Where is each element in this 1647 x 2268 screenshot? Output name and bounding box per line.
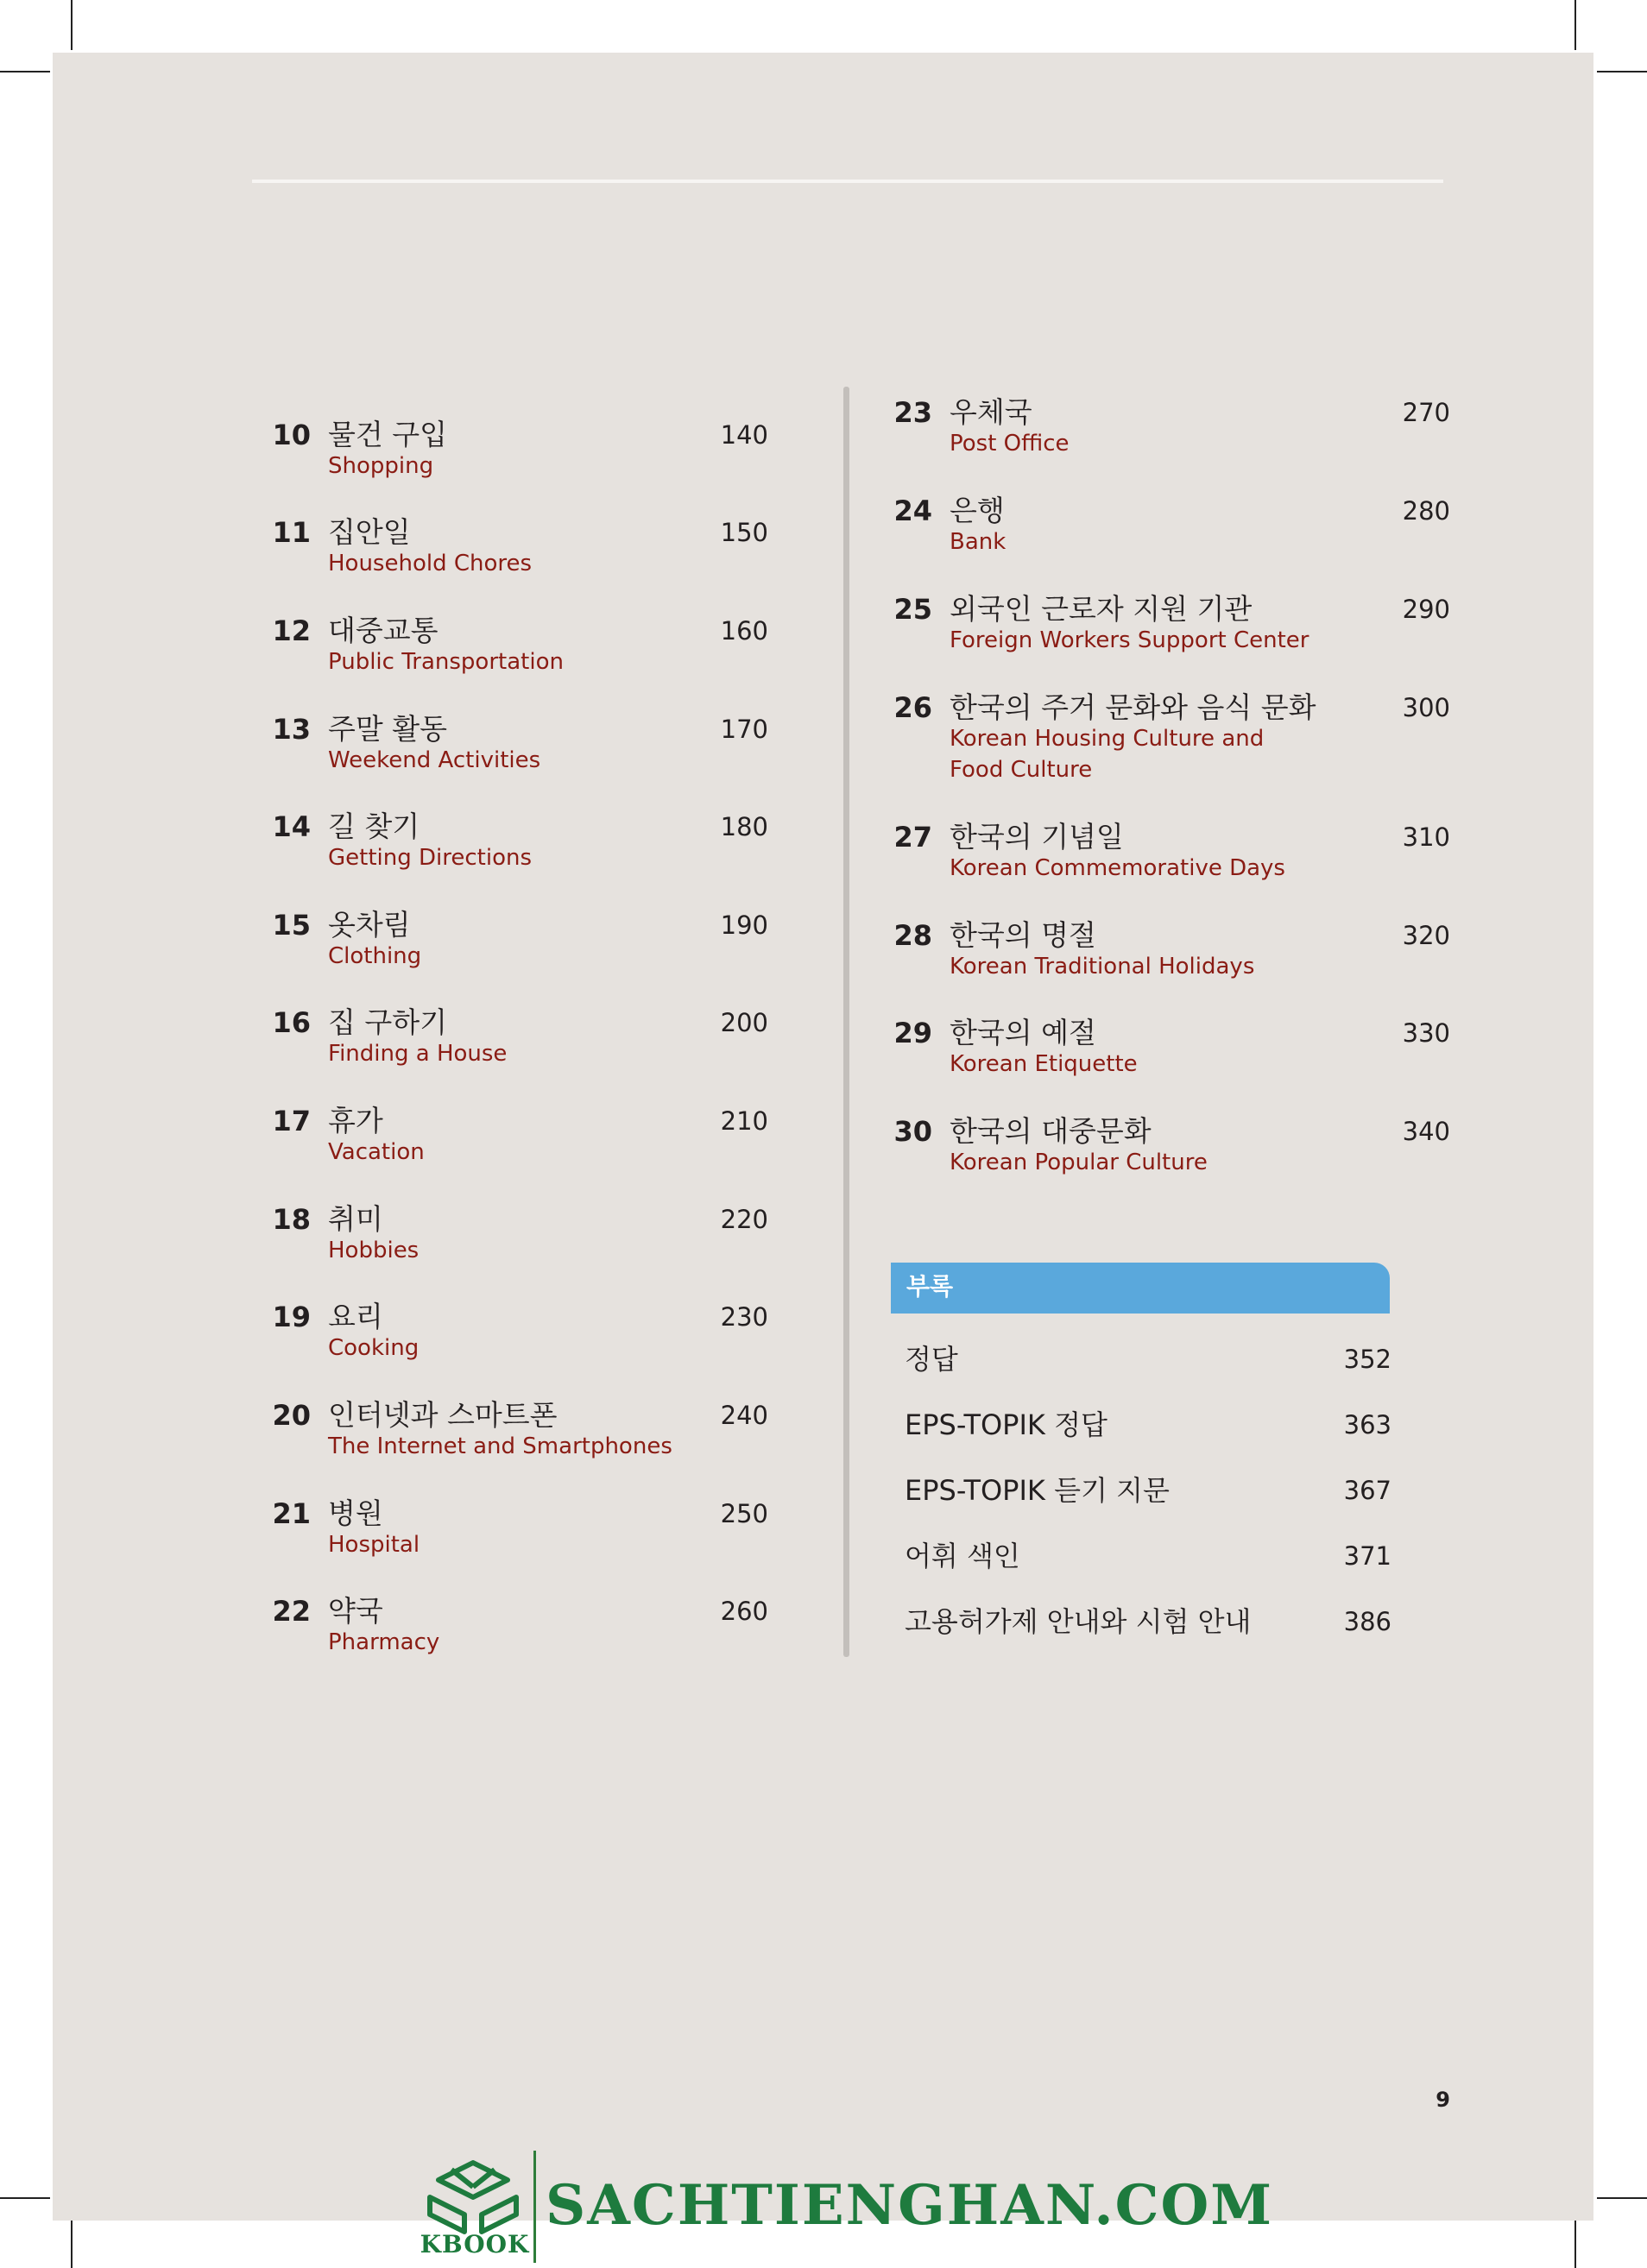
chapter-subtitle: Finding a House: [328, 1041, 508, 1067]
appendix-item[interactable]: [905, 1537, 1391, 1575]
chapter-title: 옷차림: [328, 908, 411, 942]
toc-entry[interactable]: [250, 908, 811, 980]
page-number: 220: [720, 1205, 768, 1234]
page-number: 300: [1402, 693, 1450, 722]
appendix-item-label: EPS-TOPIK 정답: [905, 1408, 1107, 1441]
page-number: 367: [1343, 1476, 1391, 1505]
crop-mark: [71, 2218, 73, 2268]
appendix-item-label: EPS-TOPIK 듣기 지문: [905, 1474, 1170, 1507]
appendix-item-label: 고용허가제 안내와 시험 안내: [905, 1605, 1252, 1638]
toc-entry[interactable]: [250, 614, 811, 686]
page-number: 200: [720, 1008, 768, 1037]
chapter-number: 29: [893, 1017, 932, 1049]
chapter-title: 취미: [328, 1202, 383, 1236]
chapter-title: 한국의 명절: [950, 918, 1096, 952]
chapter-title: 요리: [328, 1300, 383, 1333]
toc-entry[interactable]: [872, 1114, 1450, 1187]
page-number: 230: [720, 1302, 768, 1332]
page-number: 260: [720, 1597, 768, 1626]
chapter-subtitle: Hobbies: [328, 1238, 420, 1263]
watermark-logo-text: KBOOK: [420, 2230, 530, 2259]
page-number: 310: [1402, 822, 1450, 852]
chapter-title: 약국: [328, 1594, 383, 1628]
chapter-number: 27: [893, 821, 932, 854]
chapter-title: 휴가: [328, 1104, 383, 1137]
toc-entry[interactable]: [250, 1104, 811, 1176]
toc-entry[interactable]: [250, 1300, 811, 1372]
crop-mark: [1597, 2197, 1647, 2199]
header-rule: [252, 180, 1443, 183]
toc-entry[interactable]: [872, 1016, 1450, 1088]
appendix-heading-bar: [891, 1263, 1390, 1314]
chapter-number: 16: [272, 1006, 311, 1039]
chapter-title: 한국의 주거 문화와 음식 문화: [950, 690, 1316, 724]
page-number: 352: [1343, 1345, 1391, 1374]
toc-entry[interactable]: [250, 515, 811, 588]
chapter-number: 18: [272, 1203, 311, 1236]
chapter-subtitle: Getting Directions: [328, 845, 533, 871]
chapter-subtitle: Foreign Workers Support Center: [950, 627, 1309, 653]
appendix-item[interactable]: [905, 1340, 1391, 1378]
chapter-title: 주말 활동: [328, 712, 448, 746]
chapter-title: 인터넷과 스마트폰: [328, 1398, 558, 1432]
toc-entry[interactable]: [872, 820, 1450, 892]
page-number: 250: [720, 1499, 768, 1528]
page-number: 340: [1402, 1117, 1450, 1146]
appendix-item-label: 정답: [905, 1343, 958, 1376]
chapter-subtitle: Hospital: [328, 1532, 420, 1558]
page-number: 170: [720, 715, 768, 744]
page-number: 210: [720, 1106, 768, 1136]
chapter-number: 11: [272, 516, 311, 549]
crop-mark: [0, 2197, 50, 2199]
chapter-number: 10: [272, 419, 311, 451]
chapter-subtitle: Korean Traditional Holidays: [950, 954, 1255, 980]
chapter-number: 14: [272, 810, 311, 843]
page-number: 371: [1343, 1541, 1391, 1571]
chapter-number: 13: [272, 713, 311, 746]
chapter-title: 외국인 근로자 지원 기관: [950, 592, 1253, 626]
chapter-title: 한국의 대중문화: [950, 1114, 1152, 1148]
page-number: 320: [1402, 921, 1450, 950]
page-number: 280: [1402, 496, 1450, 526]
chapter-subtitle: Post Office: [950, 431, 1070, 457]
chapter-subtitle: Shopping: [328, 453, 434, 479]
chapter-number: 22: [272, 1595, 311, 1628]
crop-mark: [1597, 71, 1647, 72]
chapter-subtitle: Bank: [950, 529, 1006, 555]
page-number: 290: [1402, 595, 1450, 624]
appendix-item[interactable]: [905, 1603, 1391, 1641]
toc-entry[interactable]: [872, 592, 1450, 665]
chapter-title: 우체국: [950, 395, 1032, 429]
chapter-number: 21: [272, 1497, 311, 1530]
chapter-title: 물건 구입: [328, 418, 448, 451]
crop-mark: [1574, 2218, 1576, 2268]
column-divider: [843, 387, 849, 1657]
chapter-number: 15: [272, 909, 311, 942]
chapter-subtitle: The Internet and Smartphones: [328, 1433, 672, 1459]
chapter-number: 25: [893, 593, 932, 626]
page-number: 270: [1402, 398, 1450, 427]
toc-entry[interactable]: [872, 690, 1450, 794]
chapter-subtitle: Korean Housing Culture and: [950, 726, 1265, 752]
toc-entry[interactable]: [250, 1398, 811, 1471]
crop-mark: [1574, 0, 1576, 50]
page-number: 190: [720, 910, 768, 940]
toc-entry[interactable]: [872, 494, 1450, 566]
chapter-title: 한국의 기념일: [950, 820, 1124, 854]
page-number: 363: [1343, 1410, 1391, 1440]
appendix-item-label: 어휘 색인: [905, 1540, 1020, 1572]
page-number: 150: [720, 518, 768, 547]
chapter-number: 19: [272, 1301, 311, 1333]
watermark-site: SACHTIENGHAN.COM: [546, 2173, 1274, 2238]
toc-entry[interactable]: [250, 810, 811, 882]
folio-page-number: 9: [1436, 2088, 1450, 2112]
chapter-subtitle-line2: Food Culture: [950, 757, 1093, 783]
chapter-subtitle: Korean Commemorative Days: [950, 855, 1285, 881]
page-number: 240: [720, 1401, 768, 1430]
page-number: 160: [720, 616, 768, 646]
chapter-number: 20: [272, 1399, 311, 1432]
chapter-title: 대중교통: [328, 614, 439, 647]
chapter-subtitle: Korean Popular Culture: [950, 1150, 1208, 1175]
page-number: 386: [1343, 1607, 1391, 1636]
chapter-number: 24: [893, 495, 932, 527]
chapter-title: 길 찾기: [328, 810, 420, 843]
page-number: 140: [720, 420, 768, 450]
chapter-subtitle: Weekend Activities: [328, 747, 541, 773]
chapter-subtitle: Public Transportation: [328, 649, 564, 675]
chapter-subtitle: Household Chores: [328, 551, 533, 576]
toc-entry[interactable]: [872, 918, 1450, 991]
chapter-number: 26: [893, 691, 932, 724]
toc-entry[interactable]: [250, 1005, 811, 1078]
chapter-title: 은행: [950, 494, 1005, 527]
chapter-subtitle: Cooking: [328, 1335, 420, 1361]
chapter-number: 23: [893, 396, 932, 429]
crop-mark: [0, 71, 50, 72]
chapter-subtitle: Pharmacy: [328, 1629, 440, 1655]
toc-entry[interactable]: [250, 418, 811, 490]
page-number: 330: [1402, 1018, 1450, 1048]
chapter-subtitle: Korean Etiquette: [950, 1051, 1138, 1077]
toc-entry[interactable]: [250, 1496, 811, 1569]
appendix-heading: 부록: [906, 1272, 954, 1301]
appendix-item[interactable]: [905, 1471, 1391, 1509]
chapter-title: 집안일: [328, 515, 411, 549]
watermark-separator: [533, 2151, 536, 2263]
chapter-title: 집 구하기: [328, 1005, 448, 1039]
toc-entry[interactable]: [250, 1594, 811, 1666]
appendix-item[interactable]: [905, 1406, 1391, 1444]
toc-entry[interactable]: [250, 712, 811, 784]
toc-entry[interactable]: [872, 395, 1450, 468]
toc-entry[interactable]: [250, 1202, 811, 1275]
crop-mark: [71, 0, 73, 50]
chapter-number: 28: [893, 919, 932, 952]
chapter-subtitle: Vacation: [328, 1139, 425, 1165]
chapter-title: 병원: [328, 1496, 383, 1530]
chapter-subtitle: Clothing: [328, 943, 422, 969]
page-number: 180: [720, 812, 768, 841]
chapter-number: 12: [272, 614, 311, 647]
chapter-number: 30: [893, 1115, 932, 1148]
chapter-title: 한국의 예절: [950, 1016, 1096, 1049]
chapter-number: 17: [272, 1105, 311, 1137]
